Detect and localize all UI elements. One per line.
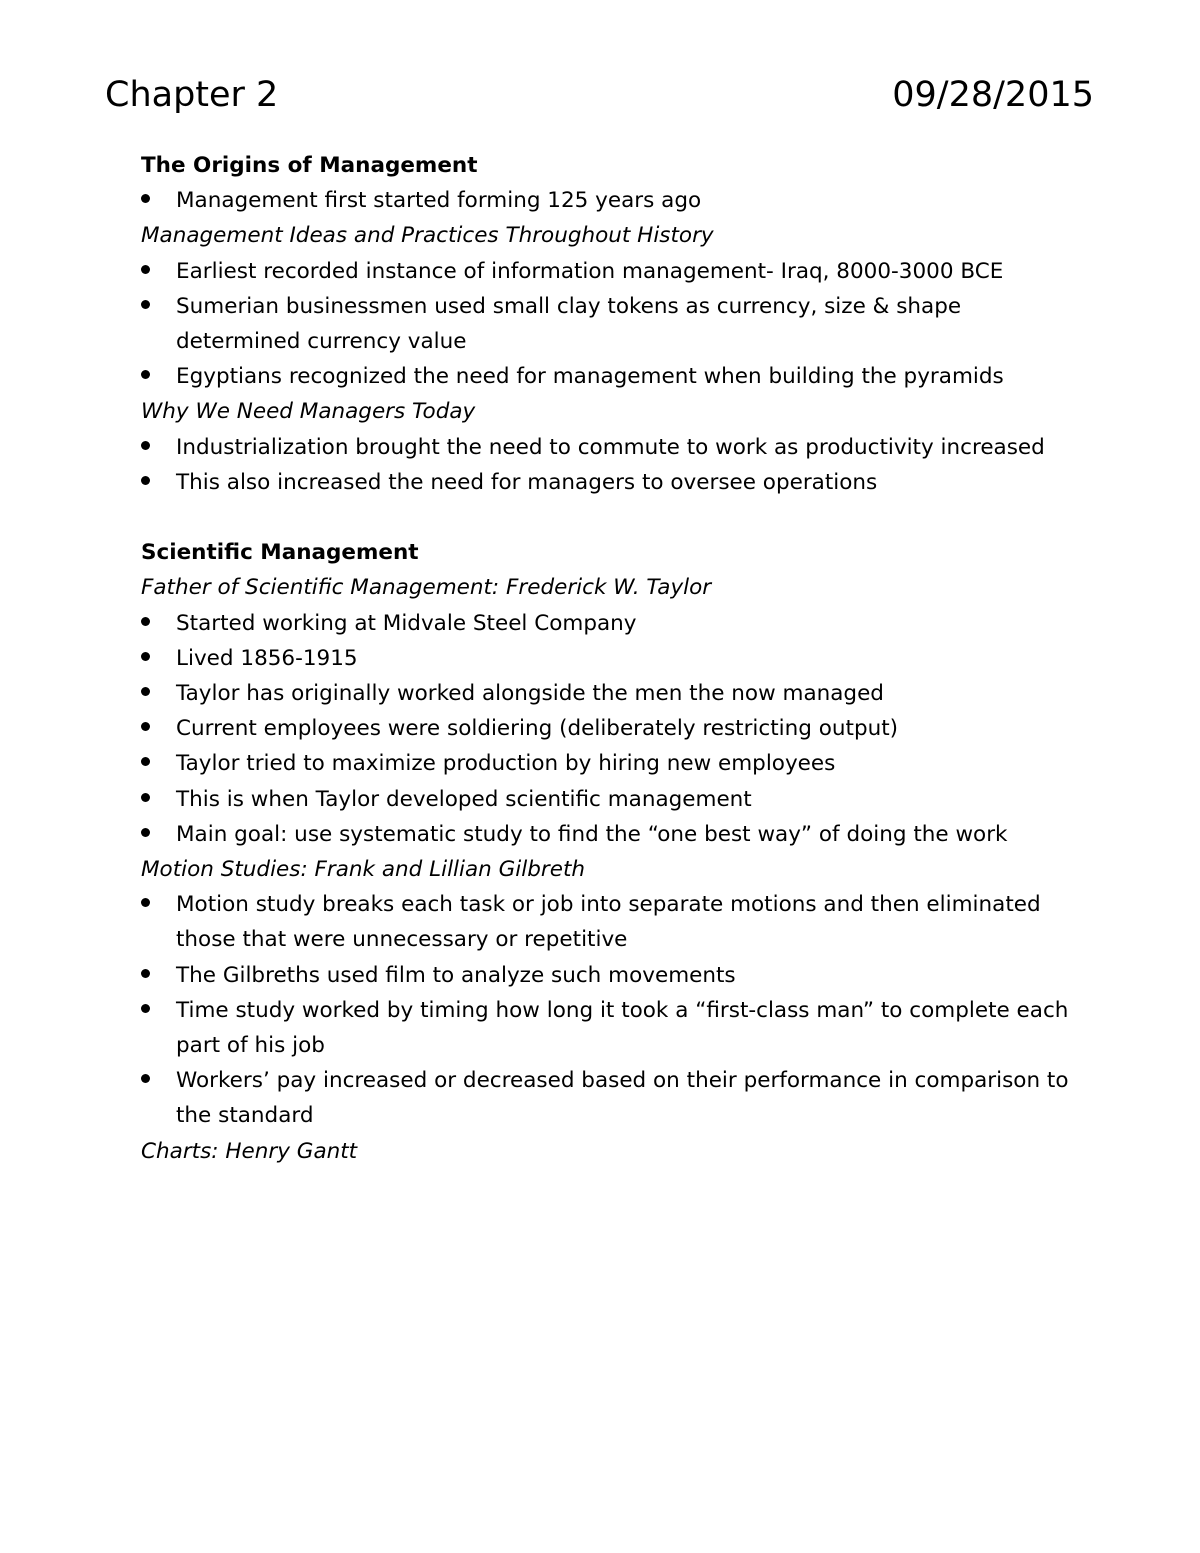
subsection-heading: Father of Scientific Management: Frederick W. Taylor (141, 575, 712, 601)
bullet-icon (141, 969, 150, 978)
list-item-text: Main goal: use systematic study to find the “one best way” of doing the work (176, 821, 1008, 847)
bullet-icon (141, 265, 150, 274)
list-item (141, 289, 1071, 359)
bullet-list (141, 183, 1071, 218)
list-item-text: Motion study breaks each task or job into separate motions and then eliminated those that were unnecessary or repetitive (176, 892, 1041, 953)
list-item-text: Workers’ pay increased or decreased based on their performance in comparison to the standard (176, 1068, 1069, 1129)
page-header (105, 70, 1094, 120)
list-item (141, 958, 1071, 993)
notes-body (141, 148, 1071, 1169)
list-item (141, 359, 1071, 394)
subsection-heading: Management Ideas and Practices Throughout History (141, 223, 714, 249)
list-item (141, 817, 1071, 852)
bullet-icon (141, 793, 150, 802)
bullet-icon (141, 194, 150, 203)
list-item-text: Egyptians recognized the need for management when building the pyramids (176, 364, 1004, 390)
bullet-list (141, 887, 1071, 1133)
bullet-list (141, 606, 1071, 852)
bullet-icon (141, 441, 150, 450)
list-item (141, 782, 1071, 817)
list-item (141, 993, 1071, 1063)
bullet-icon (141, 828, 150, 837)
header-date: 09/28/2015 (892, 75, 1094, 115)
list-item (141, 606, 1071, 641)
list-item-text: Earliest recorded instance of information management- Iraq, 8000-3000 BCE (176, 258, 1004, 284)
bullet-icon (141, 1074, 150, 1083)
list-item-text: This also increased the need for managers to oversee operations (176, 469, 878, 495)
list-item-text: Time study worked by timing how long it took a “first-class man” to complete each part of his job (176, 997, 1069, 1059)
bullet-icon (141, 757, 150, 766)
list-item (141, 254, 1071, 289)
list-item-text: Lived 1856-1915 (176, 645, 358, 671)
bullet-icon (141, 617, 150, 626)
subsection-heading: Why We Need Managers Today (141, 399, 476, 425)
list-item-text: Sumerian businessmen used small clay tokens as currency, size & shape determined currency value (176, 293, 962, 355)
list-item-text: Industrialization brought the need to commute to work as productivity increased (176, 434, 1045, 460)
list-item (141, 676, 1071, 711)
bullet-icon (141, 652, 150, 661)
subsection-heading: Motion Studies: Frank and Lillian Gilbreth (141, 857, 586, 883)
bullet-list (141, 254, 1071, 395)
bullet-icon (141, 300, 150, 309)
list-item (141, 887, 1071, 957)
bullet-icon (141, 687, 150, 696)
list-item (141, 641, 1071, 676)
list-item (141, 430, 1071, 465)
bullet-list (141, 430, 1071, 500)
bullet-icon (141, 898, 150, 907)
list-item-text: The Gilbreths used film to analyze such movements (176, 962, 736, 988)
list-item-text: Started working at Midvale Steel Company (176, 610, 637, 636)
bullet-icon (141, 1004, 150, 1013)
list-item-text: Current employees were soldiering (deliberately restricting output) (176, 716, 899, 742)
list-item-text: Management first started forming 125 years ago (176, 188, 702, 214)
list-item-text: This is when Taylor developed scientific management (176, 786, 752, 812)
chapter-title: Chapter 2 (105, 75, 279, 115)
bullet-icon (141, 370, 150, 379)
section-heading: The Origins of Management (141, 153, 478, 178)
subsection-heading: Charts: Henry Gantt (141, 1138, 358, 1164)
list-item (141, 1063, 1071, 1133)
list-item (141, 746, 1071, 781)
section-gap (141, 500, 1071, 535)
list-item-text: Taylor has originally worked alongside the men the now managed (176, 681, 884, 707)
list-item (141, 711, 1071, 746)
bullet-icon (141, 476, 150, 485)
list-item (141, 465, 1071, 500)
list-item (141, 183, 1071, 218)
bullet-icon (141, 722, 150, 731)
list-item-text: Taylor tried to maximize production by hiring new employees (176, 751, 836, 777)
section-heading: Scientific Management (141, 540, 419, 566)
